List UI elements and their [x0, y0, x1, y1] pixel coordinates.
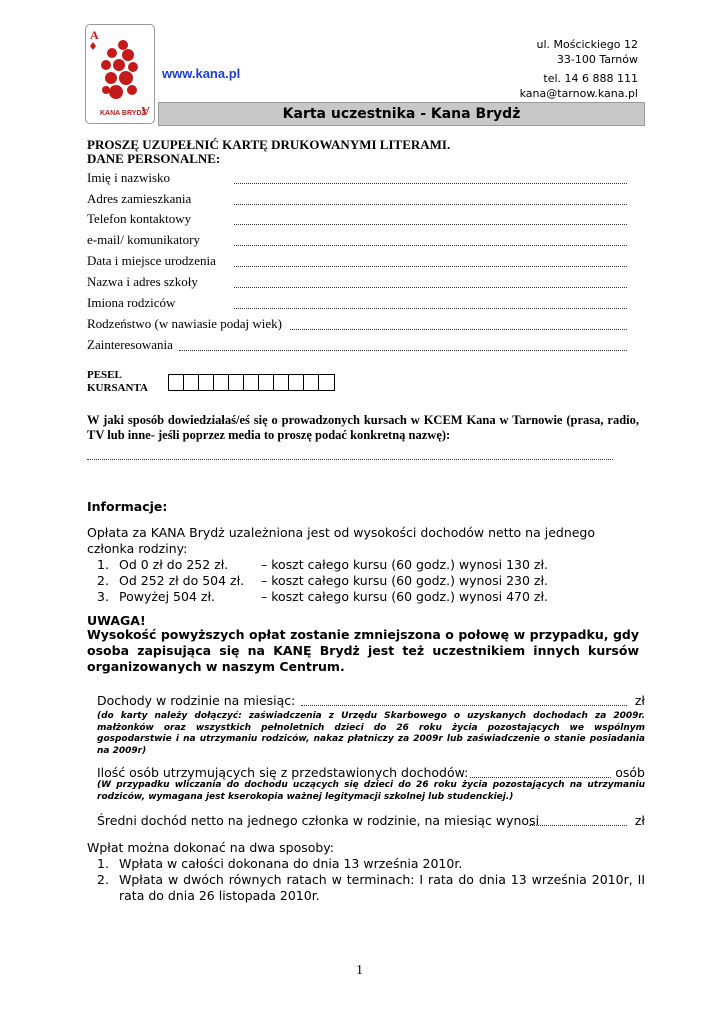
field-interests[interactable] — [87, 337, 627, 353]
field-label: Telefon kontaktowy — [87, 211, 192, 226]
payment-text: Wpłata w całości dokonana do dnia 13 września 2010r. — [119, 856, 463, 871]
field-label: Imię i nazwisko — [87, 170, 171, 185]
fill-line[interactable] — [234, 245, 627, 246]
tier-cost: – koszt całego kursu (60 godz.) wynosi 470 zł. — [261, 589, 548, 604]
fill-line[interactable] — [301, 705, 627, 706]
average-income-field[interactable] — [97, 813, 645, 829]
section-heading: DANE PERSONALNE: — [87, 151, 221, 166]
tier-number: 3. — [97, 589, 109, 604]
svg-text:A: A — [141, 104, 150, 118]
tier-range: Od 252 zł do 504 zł. — [119, 573, 245, 588]
pesel-digit-box[interactable] — [184, 375, 199, 390]
address-city: 33-100 Tarnów — [556, 53, 638, 66]
fill-line[interactable] — [234, 183, 627, 184]
payment-number: 1. — [97, 856, 109, 871]
income-label: Dochody w rodzinie na miesiąc: — [97, 693, 296, 708]
pesel-digit-box[interactable] — [274, 375, 289, 390]
fill-line[interactable] — [290, 329, 627, 330]
income-unit: zł — [634, 693, 645, 708]
pesel-label-line1: PESEL — [87, 369, 122, 381]
fill-line[interactable] — [234, 224, 627, 225]
tier-number: 2. — [97, 573, 109, 588]
warning-text: Wysokość powyższych opłat zostanie zmniejszona o połowę w przypadku, gdy osoba zapisująca się na KANĘ Brydż jest też uczestnikiem innych kursów organizowanych w naszym Centrum. — [87, 627, 639, 674]
info-intro: Opłata za KANA Brydż uzależniona jest od wysokości dochodów netto na jednego członka rodziny: — [87, 525, 596, 556]
title-bar — [158, 102, 645, 126]
source-answer-line[interactable] — [87, 451, 613, 460]
fill-line[interactable] — [234, 266, 627, 267]
field-label: Rodzeństwo (w nawiasie podaj wiek) — [87, 316, 282, 331]
field-label: Data i miejsce urodzenia — [87, 253, 216, 268]
field-phone[interactable] — [87, 211, 627, 227]
field-label: Imiona rodziców — [87, 295, 176, 310]
pesel-digit-box[interactable] — [214, 375, 229, 390]
field-label: Zainteresowania — [87, 337, 173, 352]
website-link[interactable]: www.kana.pl — [162, 66, 241, 81]
contact-block — [520, 37, 638, 101]
pesel-digit-box[interactable] — [244, 375, 259, 390]
logo-text: KANA BRYDŻ — [100, 110, 146, 117]
fill-line[interactable] — [234, 287, 627, 288]
tier-cost: – koszt całego kursu (60 godz.) wynosi 230 zł. — [261, 573, 548, 588]
pesel-digit-box[interactable] — [229, 375, 244, 390]
field-label: Adres zamieszkania — [87, 191, 192, 206]
fill-line[interactable] — [470, 777, 611, 778]
persons-note: (W przypadku wliczania do dochodu uczących się dzieci do 26 roku życia pozostających na utrzymaniu rodziców, wymagana jest kserokopia ważnej legitymacji szkolnej lub studenckiej.) — [97, 780, 645, 802]
instruction-heading: PROSZĘ UZUPEŁNIĆ KARTĘ DRUKOWANYMI LITERAMI. — [87, 137, 451, 152]
income-field[interactable] — [97, 693, 645, 709]
pesel-label — [87, 369, 148, 395]
email[interactable]: kana@tarnow.kana.pl — [519, 87, 638, 100]
field-parents[interactable] — [87, 295, 627, 311]
field-address[interactable] — [87, 191, 627, 207]
field-birth[interactable] — [87, 253, 627, 269]
phone: tel. 14 6 888 111 — [543, 72, 638, 85]
tier-number: 1. — [97, 557, 109, 572]
field-label: e-mail/ komunikatory — [87, 232, 201, 247]
page-number: 1 — [356, 963, 363, 978]
persons-unit: osób — [615, 765, 645, 780]
field-label: Nazwa i adres szkoły — [87, 274, 198, 289]
pesel-digit-box[interactable] — [289, 375, 304, 390]
payment-text: Wpłata w dwóch równych ratach w terminach: I rata do dnia 13 września 2010r, II rata do dnia 26 listopada 2010r. — [119, 872, 645, 903]
persons-label: Ilość osób utrzymujących się z przedstawionych dochodów: — [97, 765, 469, 780]
payment-heading: Wpłat można dokonać na dwa sposoby: — [87, 840, 335, 855]
tier-range: Od 0 zł do 252 zł. — [119, 557, 229, 572]
persons-field[interactable] — [97, 765, 645, 781]
fill-line[interactable] — [529, 825, 627, 826]
payment-number: 2. — [97, 872, 109, 887]
page-title: Karta uczestnika - Kana Brydż — [282, 106, 521, 122]
pesel-label-line2: KURSANTA — [87, 382, 148, 394]
pesel-digit-box[interactable] — [319, 375, 334, 390]
svg-text:A: A — [90, 28, 99, 42]
fill-line[interactable] — [179, 350, 627, 351]
warning-heading: UWAGA! — [87, 613, 146, 628]
fill-line[interactable] — [234, 308, 627, 309]
payment-option — [97, 872, 645, 904]
average-income-unit: zł — [634, 813, 645, 828]
income-note: (do karty należy dołączyć: zaświadczenia z Urzędu Skarbowego o uzyskanych dochodach za 2009r. małżonków oraz wszystkich pełnoletnich dzieci do 26 roku życia pozostających we wspólnym gospodarstwie i na utrzymaniu rodziców, nakaz płatniczy za 2009r lub zaświadczenie o stanie posiadania na 2009r) — [97, 711, 645, 756]
address-street: ul. Mościckiego 12 — [536, 38, 638, 51]
source-question: W jaki sposób dowiedziałaś/eś się o prowadzonych kursach w KCEM Kana w Tarnowie (prasa, radio, TV lub inne- jeśli poprzez media to proszę podać konkretną nazwę): — [87, 413, 639, 442]
payment-option — [97, 856, 645, 872]
field-school[interactable] — [87, 274, 627, 290]
field-email[interactable] — [87, 232, 627, 248]
field-full-name[interactable] — [87, 170, 627, 186]
average-income-label: Średni dochód netto na jednego członka w rodzinie, na miesiąc wynosi — [97, 813, 540, 828]
kana-logo — [85, 24, 155, 124]
pesel-digit-box[interactable] — [304, 375, 319, 390]
tier-cost: – koszt całego kursu (60 godz.) wynosi 130 zł. — [261, 557, 548, 572]
pesel-digit-box[interactable] — [169, 375, 184, 390]
field-siblings[interactable] — [87, 316, 627, 332]
pesel-digit-box[interactable] — [199, 375, 214, 390]
pesel-input[interactable] — [168, 374, 335, 391]
info-heading: Informacje: — [87, 499, 168, 514]
tier-range: Powyżej 504 zł. — [119, 589, 215, 604]
pesel-digit-box[interactable] — [259, 375, 274, 390]
fill-line[interactable] — [234, 204, 627, 205]
